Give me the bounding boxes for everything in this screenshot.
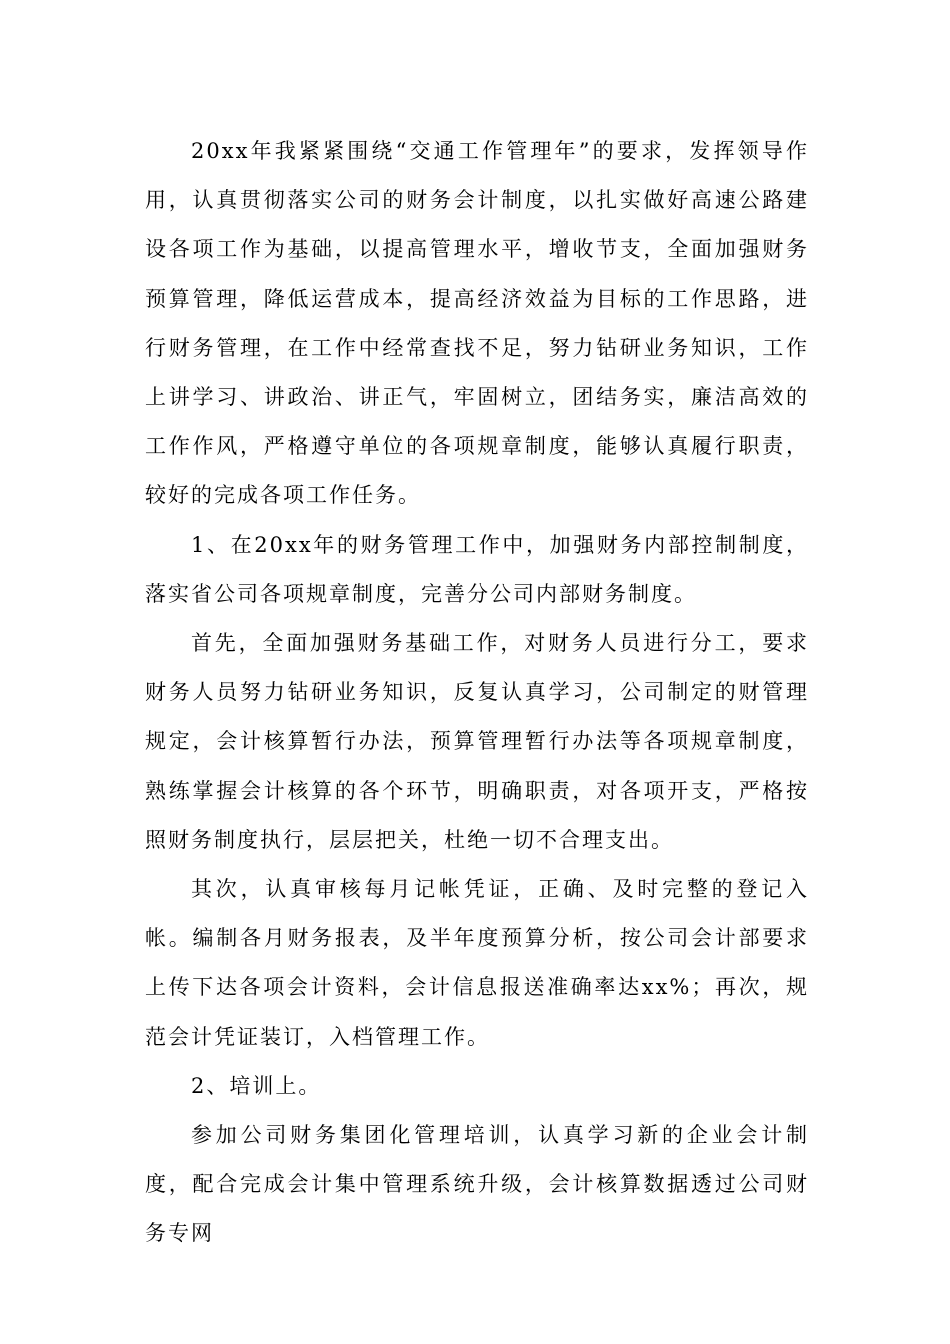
paragraph-first: 首先，全面加强财务基础工作，对财务人员进行分工，要求财务人员努力钻研业务知识，反复认真学习，公司制定的财管理规定，会计核算暂行办法，预算管理暂行办法等各项规章制度，熟练掌握会计核算的各个环节，明确职责，对各项开支，严格按照财务制度执行，层层把关，杜绝一切不合理支出。: [145, 631, 809, 852]
paragraph-item-2: 2、培训上。: [191, 1073, 322, 1098]
paragraph-intro: 20xx年我紧紧围绕“交通工作管理年”的要求，发挥领导作用，认真贯彻落实公司的财务会计制度，以扎实做好高速公路建设各项工作为基础，以提高管理水平，增收节支，全面加强财务预算管理，降低运营成本，提高经济效益为目标的工作思路，进行财务管理，在工作中经常查找不足，努力钻研业务知识，工作上讲学习、讲政治、讲正气，牢固树立，团结务实，廉洁高效的工作作风，严格遵守单位的各项规章制度，能够认真履行职责，较好的完成各项工作任务。: [145, 139, 809, 508]
paragraph-item-1: 1、在20xx年的财务管理工作中，加强财务内部控制制度，落实省公司各项规章制度，完善分公司内部财务制度。: [145, 532, 809, 606]
document-body: [145, 127, 809, 1259]
paragraph-second: 其次，认真审核每月记帐凭证，正确、及时完整的登记入帐。编制各月财务报表，及半年度预算分析，按公司会计部要求上传下达各项会计资料，会计信息报送准确率达xx%；再次，规范会计凭证装订，入档管理工作。: [145, 877, 809, 1049]
paragraph-training: 参加公司财务集团化管理培训，认真学习新的企业会计制度，配合完成会计集中管理系统升级，会计核算数据透过公司财务专网: [145, 1123, 809, 1246]
